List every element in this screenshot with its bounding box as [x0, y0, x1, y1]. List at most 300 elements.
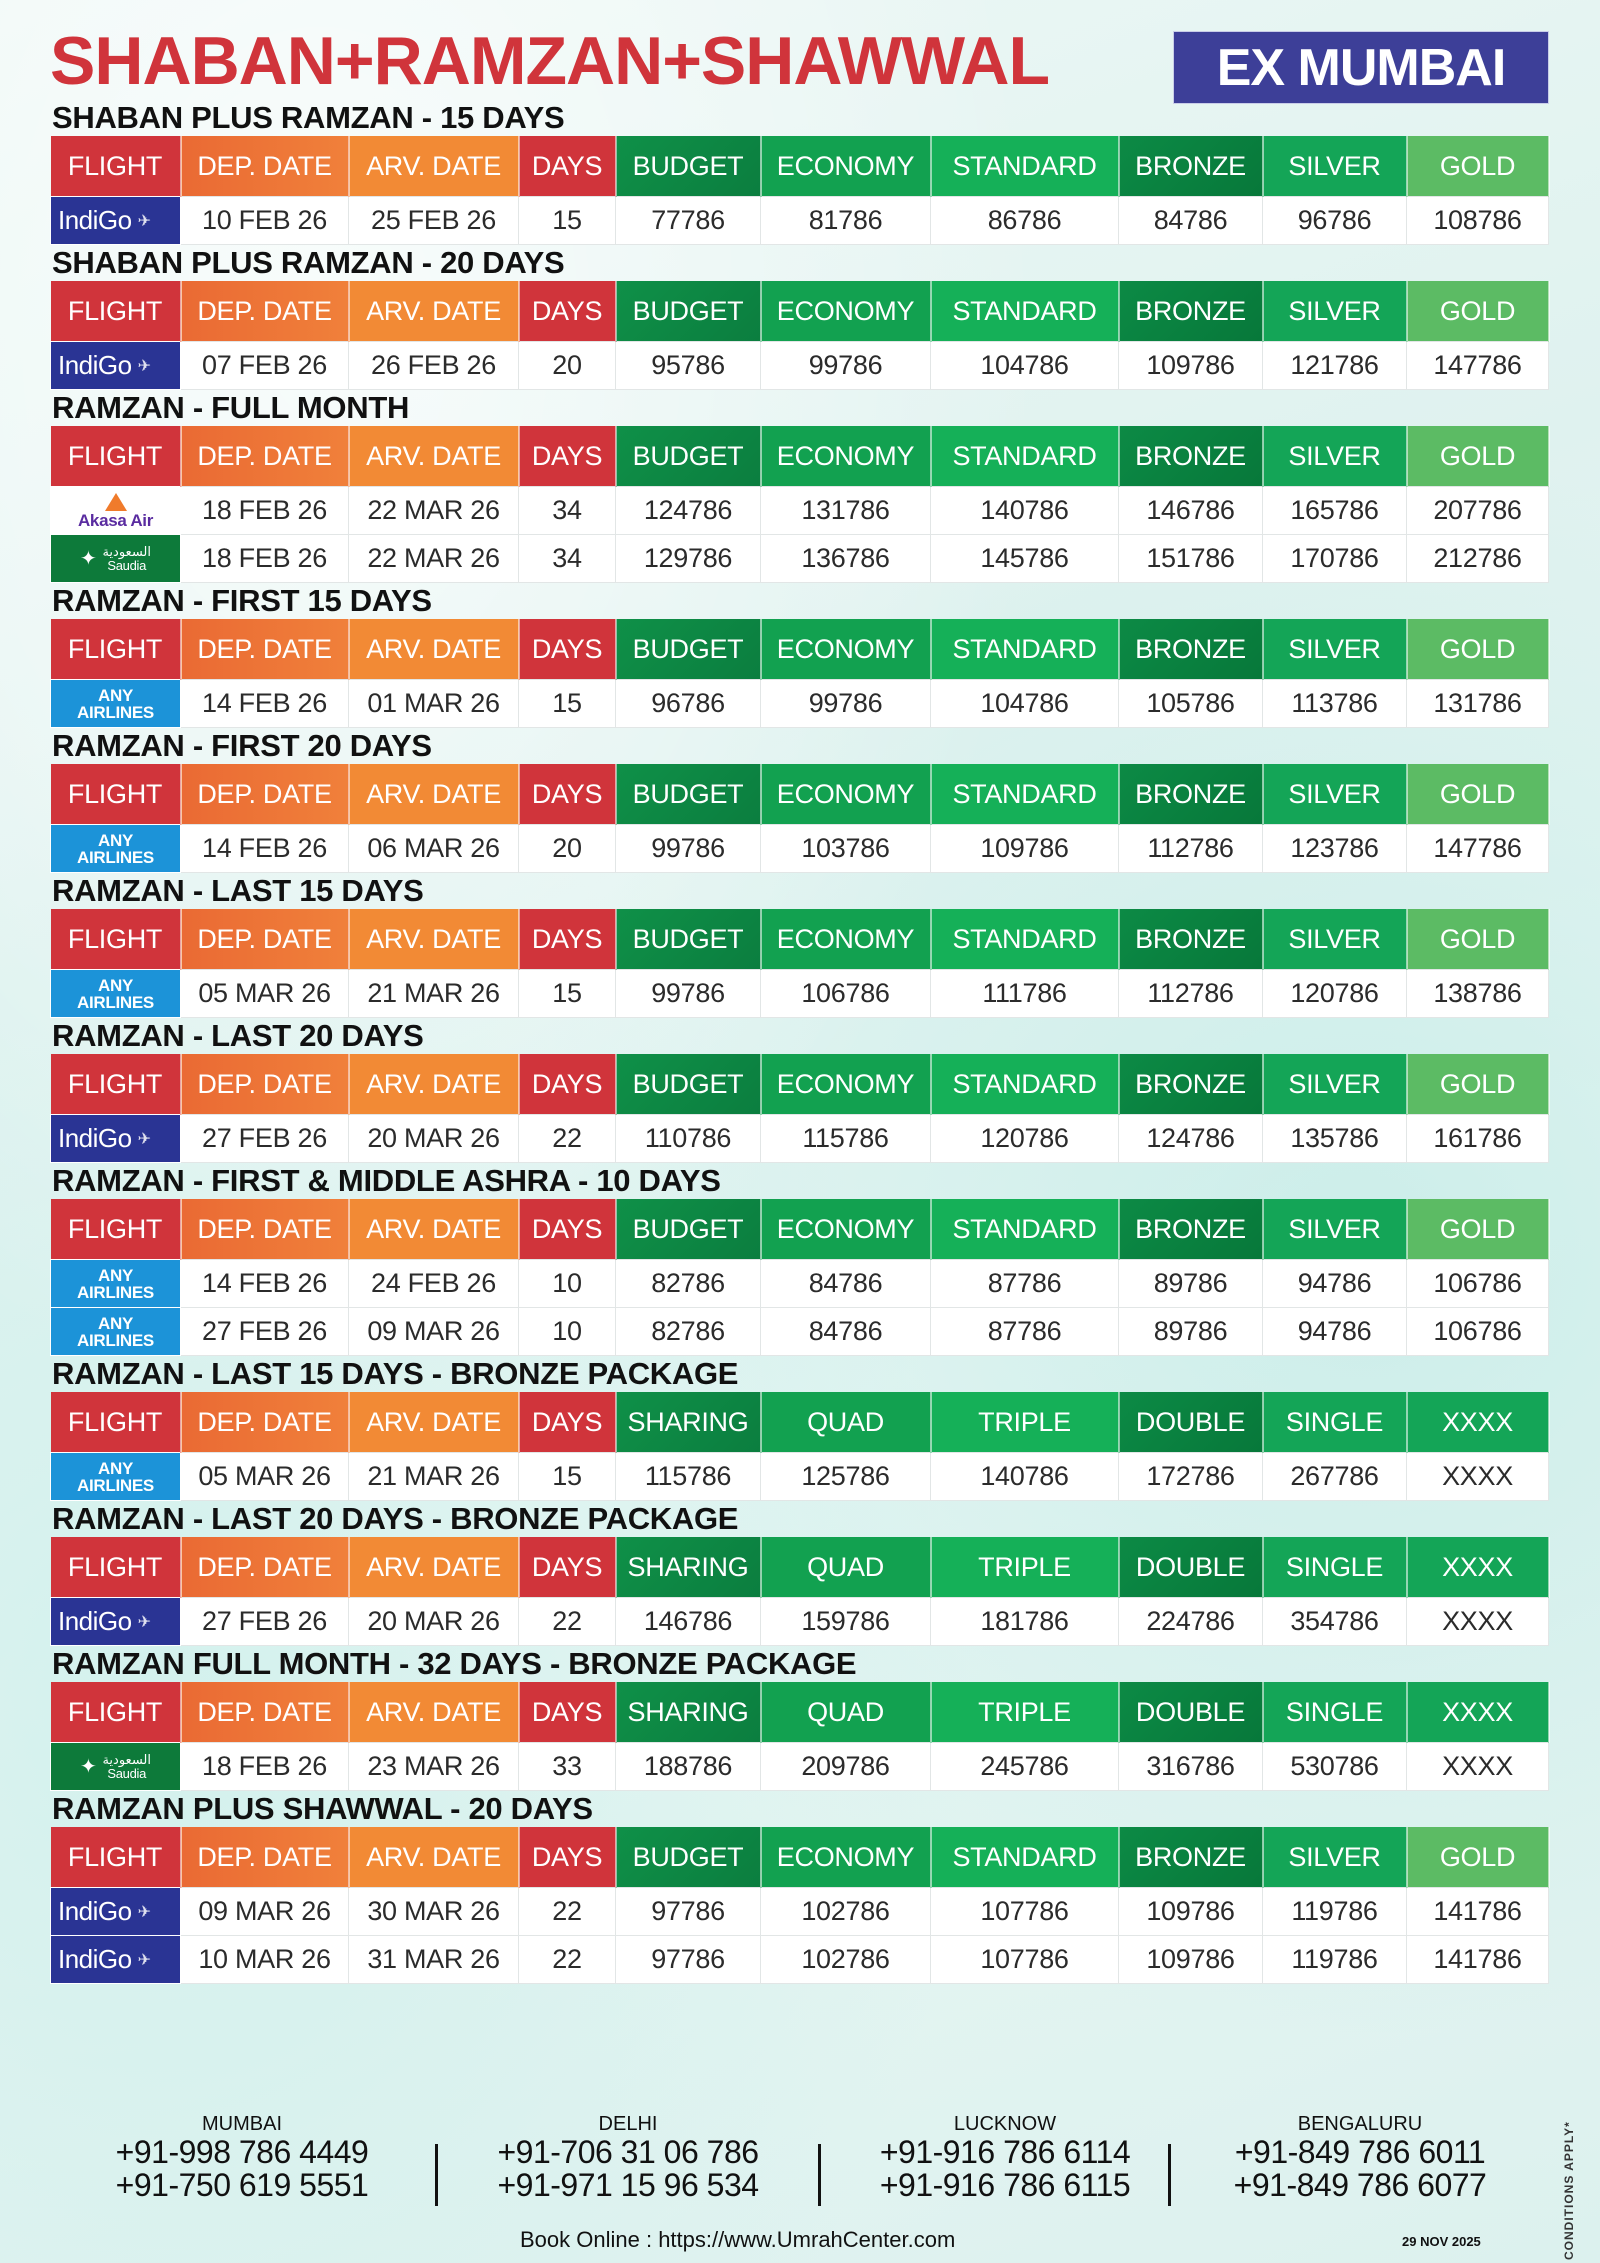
- price-cell: 354786: [1263, 1598, 1407, 1646]
- price-table: [50, 426, 1550, 583]
- section-title: RAMZAN - FIRST 20 DAYS: [52, 728, 432, 763]
- table-row[interactable]: [51, 1743, 1549, 1791]
- column-header: FLIGHT: [51, 619, 181, 680]
- price-cell: 136786: [761, 535, 931, 583]
- column-header: ARV. DATE: [349, 136, 519, 197]
- book-online-link[interactable]: Book Online : https://www.UmrahCenter.com: [520, 2227, 956, 2252]
- section-title: RAMZAN - LAST 15 DAYS: [52, 873, 424, 908]
- price-table: [50, 1199, 1550, 1356]
- column-header: DEP. DATE: [181, 136, 349, 197]
- column-header: SILVER: [1263, 764, 1407, 825]
- column-header: FLIGHT: [51, 909, 181, 970]
- price-cell: 110786: [616, 1115, 761, 1163]
- price-cell: 82786: [616, 1260, 761, 1308]
- column-header: FLIGHT: [51, 1199, 181, 1260]
- section-title: SHABAN PLUS RAMZAN - 20 DAYS: [52, 245, 565, 280]
- price-cell: 124786: [1119, 1115, 1263, 1163]
- column-header: BRONZE: [1119, 426, 1263, 487]
- column-header: SILVER: [1263, 1199, 1407, 1260]
- office-mumbai: [82, 2112, 402, 2202]
- any-airlines-badge: [51, 825, 180, 872]
- column-header: BRONZE: [1119, 909, 1263, 970]
- days-count: 22: [519, 1936, 616, 1984]
- flight-cell: [51, 535, 181, 583]
- column-header: DEP. DATE: [181, 1682, 349, 1743]
- table-row[interactable]: [51, 535, 1549, 583]
- table-row[interactable]: [51, 1936, 1549, 1984]
- departure-date: 14 FEB 26: [181, 1260, 349, 1308]
- table-row[interactable]: [51, 1115, 1549, 1163]
- section-title: RAMZAN - FULL MONTH: [52, 390, 410, 425]
- any-airlines-badge: [51, 1453, 180, 1500]
- plane-icon: ✈: [137, 1903, 151, 1921]
- days-count: 15: [519, 1453, 616, 1501]
- days-count: 22: [519, 1115, 616, 1163]
- airline-name: IndiGo: [58, 1896, 132, 1926]
- flight-cell: [51, 1598, 181, 1646]
- airline-name: AIRLINES: [77, 702, 154, 722]
- airline-name: Akasa Air: [77, 510, 154, 530]
- price-cell: 207786: [1407, 487, 1549, 535]
- plane-icon: ✈: [137, 1951, 151, 1969]
- column-header: BUDGET: [616, 1827, 761, 1888]
- office-delhi: [463, 2112, 793, 2202]
- column-header: SILVER: [1263, 426, 1407, 487]
- column-header: SHARING: [616, 1392, 761, 1453]
- column-header: BUDGET: [616, 619, 761, 680]
- price-cell: 224786: [1119, 1598, 1263, 1646]
- price-cell: 159786: [761, 1598, 931, 1646]
- price-cell: 109786: [931, 825, 1119, 873]
- column-header: DAYS: [519, 281, 616, 342]
- phone-number[interactable]: +91-750 619 5551: [115, 2167, 369, 2203]
- column-header: SINGLE: [1263, 1392, 1407, 1453]
- price-cell: 99786: [761, 342, 931, 390]
- column-header: BRONZE: [1119, 1199, 1263, 1260]
- column-header: GOLD: [1407, 281, 1549, 342]
- departure-date: 14 FEB 26: [181, 680, 349, 728]
- airline-name: IndiGo: [58, 205, 132, 235]
- column-header: ARV. DATE: [349, 1199, 519, 1260]
- price-cell: 96786: [616, 680, 761, 728]
- package-section: [50, 583, 1548, 728]
- table-header-row: [51, 136, 1549, 197]
- column-header: DEP. DATE: [181, 764, 349, 825]
- flight-cell: [51, 342, 181, 390]
- price-cell: 209786: [761, 1743, 931, 1791]
- departure-date: 18 FEB 26: [181, 535, 349, 583]
- column-header: BUDGET: [616, 136, 761, 197]
- column-header: TRIPLE: [931, 1682, 1119, 1743]
- price-cell: 112786: [1119, 970, 1263, 1018]
- price-cell: 129786: [616, 535, 761, 583]
- price-cell: 141786: [1407, 1888, 1549, 1936]
- price-cell: 109786: [1119, 342, 1263, 390]
- arrival-date: 26 FEB 26: [349, 342, 519, 390]
- price-cell: 245786: [931, 1743, 1119, 1791]
- column-header: SILVER: [1263, 281, 1407, 342]
- column-header: DAYS: [519, 1537, 616, 1598]
- column-header: GOLD: [1407, 764, 1549, 825]
- column-header: QUAD: [761, 1392, 931, 1453]
- phone-number[interactable]: +91-998 786 4449: [115, 2134, 369, 2170]
- column-header: XXXX: [1407, 1392, 1549, 1453]
- departure-date: 07 FEB 26: [181, 342, 349, 390]
- publish-date: 29 NOV 2025: [1402, 2234, 1481, 2249]
- airline-name: IndiGo: [58, 350, 132, 380]
- price-table: [50, 1537, 1550, 1646]
- column-header: GOLD: [1407, 1054, 1549, 1115]
- indigo-logo: [51, 1936, 180, 1983]
- price-cell: 151786: [1119, 535, 1263, 583]
- price-table: [50, 619, 1550, 728]
- price-cell: XXXX: [1407, 1743, 1549, 1791]
- office-city: DELHI: [598, 2113, 658, 2135]
- price-cell: 161786: [1407, 1115, 1549, 1163]
- column-header: ECONOMY: [761, 619, 931, 680]
- departure-date: 27 FEB 26: [181, 1308, 349, 1356]
- table-row[interactable]: [51, 825, 1549, 873]
- divider: [1168, 2144, 1171, 2206]
- table-row[interactable]: [51, 680, 1549, 728]
- airline-name: AIRLINES: [77, 992, 154, 1012]
- section-title: RAMZAN - FIRST 15 DAYS: [52, 583, 432, 618]
- table-header-row: [51, 764, 1549, 825]
- column-header: ECONOMY: [761, 1827, 931, 1888]
- office-city: MUMBAI: [202, 2113, 282, 2135]
- price-cell: 267786: [1263, 1453, 1407, 1501]
- phone-number[interactable]: +91-971 15 96 534: [497, 2167, 759, 2203]
- price-cell: 123786: [1263, 825, 1407, 873]
- airline-name: IndiGo: [58, 1123, 132, 1153]
- price-cell: 108786: [1407, 197, 1549, 245]
- table-row[interactable]: [51, 1453, 1549, 1501]
- price-cell: 95786: [616, 342, 761, 390]
- price-cell: 89786: [1119, 1260, 1263, 1308]
- column-header: DEP. DATE: [181, 1537, 349, 1598]
- price-cell: 145786: [931, 535, 1119, 583]
- column-header: TRIPLE: [931, 1392, 1119, 1453]
- days-count: 20: [519, 825, 616, 873]
- price-cell: 131786: [761, 487, 931, 535]
- airline-name: Saudia: [107, 1765, 147, 1781]
- flight-cell: [51, 1743, 181, 1791]
- saudia-wordmark: [102, 545, 151, 573]
- plane-icon: ✈: [137, 1130, 151, 1148]
- airline-name: ANY: [98, 685, 133, 705]
- departure-date: 09 MAR 26: [181, 1888, 349, 1936]
- table-header-row: [51, 909, 1549, 970]
- section-title: RAMZAN - FIRST & MIDDLE ASHRA - 10 DAYS: [52, 1163, 721, 1198]
- table-row[interactable]: [51, 1888, 1549, 1936]
- price-cell: 124786: [616, 487, 761, 535]
- airline-name: Saudia: [107, 557, 147, 573]
- table-header-row: [51, 1682, 1549, 1743]
- price-cell: 170786: [1263, 535, 1407, 583]
- column-header: FLIGHT: [51, 136, 181, 197]
- price-cell: 121786: [1263, 342, 1407, 390]
- price-cell: 181786: [931, 1598, 1119, 1646]
- office-city: BENGALURU: [1297, 2113, 1423, 2135]
- office-bengaluru: [1195, 2112, 1525, 2202]
- airline-name: AIRLINES: [77, 1475, 154, 1495]
- price-cell: 105786: [1119, 680, 1263, 728]
- phone-number[interactable]: +91-849 786 6011: [1234, 2134, 1486, 2170]
- arrival-date: 09 MAR 26: [349, 1308, 519, 1356]
- column-header: DEP. DATE: [181, 1827, 349, 1888]
- days-count: 20: [519, 342, 616, 390]
- plane-icon: ✈: [137, 1613, 151, 1631]
- divider: [435, 2144, 438, 2206]
- departure-date: 18 FEB 26: [181, 487, 349, 535]
- column-header: DAYS: [519, 1392, 616, 1453]
- plane-icon: ✈: [137, 357, 151, 375]
- column-header: SILVER: [1263, 619, 1407, 680]
- column-header: DEP. DATE: [181, 1392, 349, 1453]
- departure-date: 27 FEB 26: [181, 1598, 349, 1646]
- arrival-date: 22 MAR 26: [349, 535, 519, 583]
- price-cell: 188786: [616, 1743, 761, 1791]
- phone-number[interactable]: +91-916 786 6114: [879, 2134, 1131, 2170]
- package-section: [50, 245, 1548, 390]
- price-cell: 146786: [1119, 487, 1263, 535]
- price-table: [50, 764, 1550, 873]
- column-header: SILVER: [1263, 1054, 1407, 1115]
- package-section: [50, 100, 1548, 245]
- column-header: DAYS: [519, 1054, 616, 1115]
- table-header-row: [51, 619, 1549, 680]
- column-header: DAYS: [519, 1199, 616, 1260]
- column-header: DEP. DATE: [181, 1054, 349, 1115]
- price-cell: 77786: [616, 197, 761, 245]
- column-header: STANDARD: [931, 619, 1119, 680]
- column-header: SHARING: [616, 1682, 761, 1743]
- section-title: RAMZAN PLUS SHAWWAL - 20 DAYS: [52, 1791, 593, 1826]
- days-count: 10: [519, 1308, 616, 1356]
- column-header: FLIGHT: [51, 1827, 181, 1888]
- column-header: FLIGHT: [51, 281, 181, 342]
- price-cell: 87786: [931, 1308, 1119, 1356]
- arrival-date: 20 MAR 26: [349, 1598, 519, 1646]
- price-cell: 125786: [761, 1453, 931, 1501]
- akasa-air-logo: [51, 487, 180, 534]
- price-cell: 89786: [1119, 1308, 1263, 1356]
- price-cell: 109786: [1119, 1888, 1263, 1936]
- column-header: STANDARD: [931, 764, 1119, 825]
- column-header: ARV. DATE: [349, 619, 519, 680]
- price-cell: 140786: [931, 487, 1119, 535]
- flight-cell: [51, 197, 181, 245]
- column-header: XXXX: [1407, 1537, 1549, 1598]
- price-cell: 107786: [931, 1888, 1119, 1936]
- phone-number[interactable]: +91-916 786 6115: [879, 2167, 1131, 2203]
- column-header: ARV. DATE: [349, 909, 519, 970]
- price-cell: 96786: [1263, 197, 1407, 245]
- airline-name: AIRLINES: [77, 1330, 154, 1350]
- column-header: DOUBLE: [1119, 1537, 1263, 1598]
- price-cell: 115786: [761, 1115, 931, 1163]
- phone-number[interactable]: +91-849 786 6077: [1233, 2167, 1487, 2203]
- price-cell: 119786: [1263, 1936, 1407, 1984]
- price-cell: 165786: [1263, 487, 1407, 535]
- price-cell: 103786: [761, 825, 931, 873]
- package-section: [50, 1356, 1548, 1501]
- column-header: DAYS: [519, 426, 616, 487]
- saudia-wordmark: [102, 1753, 151, 1781]
- arrival-date: 06 MAR 26: [349, 825, 519, 873]
- price-cell: 147786: [1407, 342, 1549, 390]
- column-header: GOLD: [1407, 1199, 1549, 1260]
- price-cell: 102786: [761, 1936, 931, 1984]
- column-header: SILVER: [1263, 1827, 1407, 1888]
- departure-date: 05 MAR 26: [181, 970, 349, 1018]
- arrival-date: 20 MAR 26: [349, 1115, 519, 1163]
- column-header: DEP. DATE: [181, 1199, 349, 1260]
- column-header: DEP. DATE: [181, 619, 349, 680]
- column-header: SILVER: [1263, 909, 1407, 970]
- column-header: ECONOMY: [761, 1054, 931, 1115]
- arrival-date: 23 MAR 26: [349, 1743, 519, 1791]
- price-cell: 106786: [1407, 1260, 1549, 1308]
- saudia-emblem-icon: ✦: [79, 548, 97, 570]
- column-header: STANDARD: [931, 1054, 1119, 1115]
- price-cell: 94786: [1263, 1260, 1407, 1308]
- column-header: SHARING: [616, 1537, 761, 1598]
- price-cell: 99786: [616, 970, 761, 1018]
- column-header: FLIGHT: [51, 1537, 181, 1598]
- table-row[interactable]: [51, 342, 1549, 390]
- price-cell: 86786: [931, 197, 1119, 245]
- price-cell: 99786: [761, 680, 931, 728]
- table-row[interactable]: [51, 1260, 1549, 1308]
- price-table: [50, 1054, 1550, 1163]
- departure-date: 10 FEB 26: [181, 197, 349, 245]
- departure-date: 14 FEB 26: [181, 825, 349, 873]
- column-header: DAYS: [519, 1682, 616, 1743]
- price-cell: 97786: [616, 1888, 761, 1936]
- column-header: STANDARD: [931, 426, 1119, 487]
- price-cell: 172786: [1119, 1453, 1263, 1501]
- column-header: DEP. DATE: [181, 426, 349, 487]
- section-title: RAMZAN - LAST 20 DAYS: [52, 1018, 424, 1053]
- column-header: BUDGET: [616, 764, 761, 825]
- days-count: 10: [519, 1260, 616, 1308]
- price-cell: 140786: [931, 1453, 1119, 1501]
- column-header: ECONOMY: [761, 426, 931, 487]
- table-row[interactable]: [51, 970, 1549, 1018]
- table-row[interactable]: [51, 197, 1549, 245]
- table-header-row: [51, 426, 1549, 487]
- column-header: ARV. DATE: [349, 1392, 519, 1453]
- flight-cell: [51, 825, 181, 873]
- departure-date: 27 FEB 26: [181, 1115, 349, 1163]
- price-cell: 87786: [931, 1260, 1119, 1308]
- column-header: FLIGHT: [51, 1682, 181, 1743]
- conditions-apply-note: CONDITIONS APPLY*: [1562, 2121, 1576, 2260]
- table-header-row: [51, 1537, 1549, 1598]
- table-header-row: [51, 281, 1549, 342]
- price-cell: 84786: [761, 1308, 931, 1356]
- price-cell: 135786: [1263, 1115, 1407, 1163]
- price-cell: 82786: [616, 1308, 761, 1356]
- akasa-mark-icon: [105, 493, 127, 511]
- airline-name: AIRLINES: [77, 1282, 154, 1302]
- arrival-date: 01 MAR 26: [349, 680, 519, 728]
- price-cell: 107786: [931, 1936, 1119, 1984]
- column-header: DAYS: [519, 909, 616, 970]
- days-count: 15: [519, 680, 616, 728]
- column-header: BUDGET: [616, 426, 761, 487]
- package-sections: [50, 100, 1548, 1984]
- table-row[interactable]: [51, 1598, 1549, 1646]
- package-section: [50, 728, 1548, 873]
- flight-cell: [51, 1888, 181, 1936]
- column-header: ARV. DATE: [349, 764, 519, 825]
- table-row[interactable]: [51, 1308, 1549, 1356]
- price-table: [50, 1392, 1550, 1501]
- column-header: ARV. DATE: [349, 281, 519, 342]
- column-header: BUDGET: [616, 1199, 761, 1260]
- airline-name: ANY: [98, 1265, 133, 1285]
- column-header: FLIGHT: [51, 764, 181, 825]
- indigo-logo: [51, 1598, 180, 1645]
- price-cell: 138786: [1407, 970, 1549, 1018]
- days-count: 15: [519, 197, 616, 245]
- column-header: SINGLE: [1263, 1682, 1407, 1743]
- flight-cell: [51, 487, 181, 535]
- phone-number[interactable]: +91-706 31 06 786: [497, 2134, 759, 2170]
- price-cell: 120786: [1263, 970, 1407, 1018]
- flight-cell: [51, 1936, 181, 1984]
- footer-contacts: [0, 2112, 1600, 2262]
- plane-icon: ✈: [137, 212, 151, 230]
- column-header: GOLD: [1407, 909, 1549, 970]
- column-header: DEP. DATE: [181, 281, 349, 342]
- indigo-logo: [51, 342, 180, 389]
- column-header: ECONOMY: [761, 909, 931, 970]
- column-header: DOUBLE: [1119, 1682, 1263, 1743]
- price-cell: 120786: [931, 1115, 1119, 1163]
- price-cell: 106786: [761, 970, 931, 1018]
- price-cell: 81786: [761, 197, 931, 245]
- column-header: BRONZE: [1119, 136, 1263, 197]
- indigo-logo: [51, 1888, 180, 1935]
- package-section: [50, 1501, 1548, 1646]
- column-header: QUAD: [761, 1537, 931, 1598]
- price-cell: 106786: [1407, 1308, 1549, 1356]
- origin-badge: EX MUMBAI: [1173, 31, 1549, 104]
- departure-date: 18 FEB 26: [181, 1743, 349, 1791]
- package-section: [50, 873, 1548, 1018]
- table-row[interactable]: [51, 487, 1549, 535]
- flight-cell: [51, 1453, 181, 1501]
- price-cell: XXXX: [1407, 1598, 1549, 1646]
- price-cell: 316786: [1119, 1743, 1263, 1791]
- airline-name: IndiGo: [58, 1606, 132, 1636]
- column-header: ARV. DATE: [349, 1537, 519, 1598]
- column-header: ARV. DATE: [349, 1054, 519, 1115]
- column-header: DOUBLE: [1119, 1392, 1263, 1453]
- column-header: STANDARD: [931, 909, 1119, 970]
- days-count: 34: [519, 535, 616, 583]
- column-header: XXXX: [1407, 1682, 1549, 1743]
- days-count: 34: [519, 487, 616, 535]
- indigo-logo: [51, 197, 180, 244]
- column-header: DAYS: [519, 619, 616, 680]
- price-cell: 115786: [616, 1453, 761, 1501]
- days-count: 22: [519, 1888, 616, 1936]
- column-header: GOLD: [1407, 1827, 1549, 1888]
